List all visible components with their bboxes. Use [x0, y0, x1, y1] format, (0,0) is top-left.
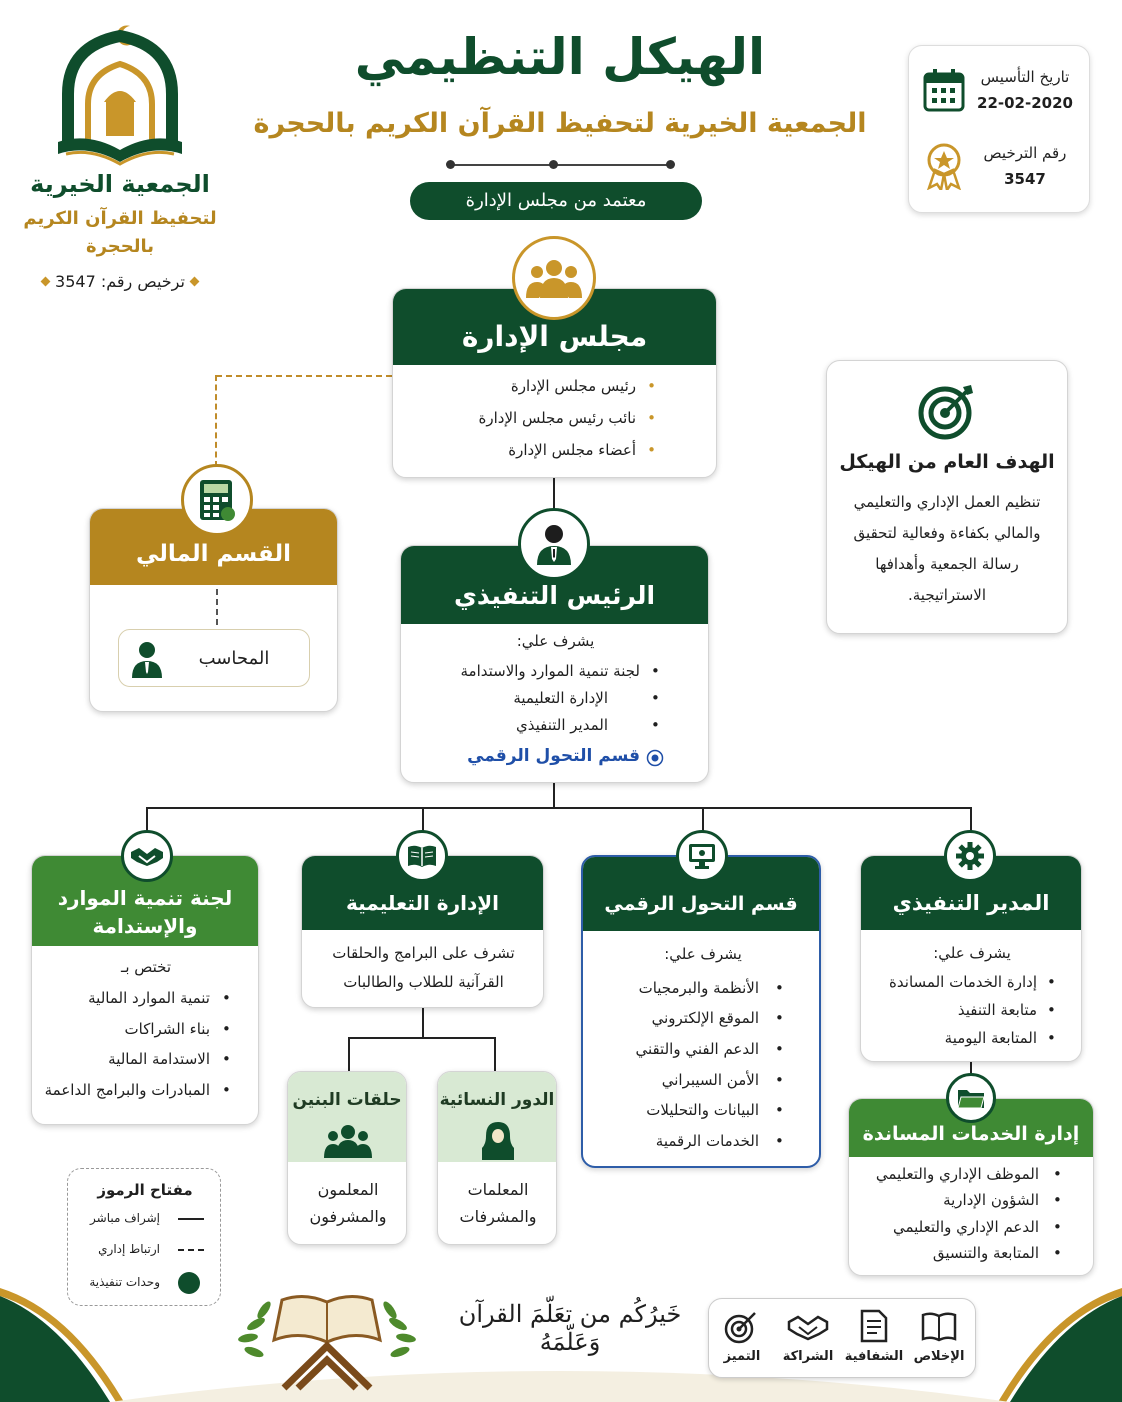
women-line: المعلمات	[467, 1180, 529, 1199]
digital-item: البيانات والتحليلات	[646, 1101, 759, 1119]
resources-item: تنمية الموارد المالية	[88, 989, 210, 1007]
value-label: الشراكة	[782, 1349, 834, 1364]
resources-item: المبادرات والبرامج الداعمة	[44, 1081, 210, 1099]
ceo-card	[400, 545, 709, 783]
exec-item: متابعة التنفيذ	[957, 1001, 1037, 1019]
boys-line: المعلمون	[317, 1180, 379, 1199]
board-group-icon	[512, 236, 596, 320]
dashed-link-board-finance	[215, 375, 217, 467]
logo-license	[30, 272, 210, 291]
boys-line: والمشرفون	[309, 1207, 387, 1226]
digital-item: الدعم الفني والتقني	[635, 1040, 759, 1058]
legend-admin-label: ارتباط إداري	[98, 1242, 160, 1256]
value-label: التميز	[723, 1349, 761, 1364]
target-icon	[917, 381, 977, 441]
license-label: رقم الترخيص	[983, 144, 1067, 162]
founded-label: تاريخ التأسيس	[980, 68, 1070, 86]
quran-stand-icon	[234, 1280, 420, 1392]
bullet-icon: •	[222, 1081, 231, 1099]
group-icon	[324, 1124, 372, 1158]
connector-education-split	[422, 1008, 424, 1038]
boys-circles-card	[287, 1071, 407, 1245]
logo-license-text: ترخيص رقم: 3547	[55, 272, 185, 291]
exec-director-card	[860, 855, 1082, 1062]
resources-card	[31, 855, 259, 1125]
bullet-icon: •	[651, 662, 660, 680]
dashed-link-board-finance	[216, 375, 392, 377]
list-item: • أعضاء مجلس الإدارة	[393, 443, 636, 475]
ceo-item: الإدارة التعليمية	[513, 689, 608, 707]
bullet-icon: •	[222, 989, 231, 1007]
exec-supervises-label: يشرف علي:	[933, 944, 1011, 962]
accountant-label: المحاسب	[198, 648, 270, 669]
resources-title-line: والإستدامة	[92, 914, 198, 938]
women-circles-card	[437, 1071, 557, 1245]
bullet-icon: •	[775, 1101, 784, 1119]
digital-title: قسم التحول الرقمي	[583, 857, 819, 931]
license-value: 3547	[1004, 170, 1046, 188]
exec-director-title: المدير التنفيذي	[861, 856, 1081, 930]
bullet-icon: •	[775, 1040, 784, 1058]
value-label: الشفافية	[844, 1349, 904, 1364]
finance-card	[89, 508, 338, 712]
women-title: الدور النسائية	[439, 1090, 555, 1110]
hadith-quote: خَيرُكُم من تعَلّمَ القرآن وَعَلّمَهُ	[458, 1300, 682, 1356]
gear-icon	[944, 830, 996, 882]
ceo-item: المدير التنفيذي	[515, 716, 608, 734]
support-title: إدارة الخدمات المساندة	[849, 1099, 1093, 1157]
women-line: والمشرفات	[459, 1207, 537, 1226]
goal-card	[826, 360, 1068, 634]
bullet-icon: •	[775, 979, 784, 997]
bullet-icon: •	[1047, 973, 1056, 991]
connector-ceo-bus	[553, 782, 555, 808]
goal-text-line: تنظيم العمل الإداري والتعليمي	[853, 493, 1041, 511]
support-item: الشؤون الإدارية	[943, 1191, 1039, 1209]
logo-name-line2: لتحفيظ القرآن الكريم	[23, 208, 217, 229]
exec-item: المتابعة اليومية	[944, 1029, 1037, 1047]
digital-item: الأنظمة والبرمجيات	[638, 979, 759, 997]
bullet-icon: •	[651, 716, 660, 734]
support-item: الموظف الإداري والتعليمي	[875, 1165, 1039, 1183]
connector-bus	[146, 807, 972, 809]
diamond-icon	[41, 277, 51, 287]
book-icon	[921, 1311, 957, 1343]
goal-title: الهدف العام من الهيكل	[839, 451, 1055, 473]
calculator-icon	[181, 464, 253, 536]
handshake-icon	[787, 1313, 829, 1341]
legend-units-label: وحدات تنفيذية	[89, 1275, 160, 1289]
exec-item: إدارة الخدمات المساندة	[889, 973, 1037, 991]
bullet-icon: •	[1047, 1029, 1056, 1047]
folder-icon	[946, 1073, 996, 1123]
digital-item: الأمن السيبراني	[661, 1071, 759, 1089]
connector-boys	[348, 1037, 350, 1073]
values-box	[708, 1298, 976, 1378]
logo-name-line1: الجمعية الخيرية	[30, 170, 210, 198]
list-item: • نائب رئيس مجلس الإدارة	[393, 411, 636, 443]
bullet-icon: •	[1053, 1244, 1062, 1262]
monitor-icon	[676, 830, 728, 882]
divider-dot	[666, 160, 675, 169]
executive-person-icon	[518, 508, 590, 580]
list-item: • رئيس مجلس الإدارة	[393, 379, 636, 411]
handshake-icon	[121, 830, 173, 882]
diamond-icon	[190, 277, 200, 287]
board-title: مجلس الإدارة	[393, 289, 716, 365]
bullet-icon: •	[1053, 1218, 1062, 1236]
document-icon	[859, 1309, 889, 1343]
legend-solid-line	[178, 1218, 204, 1220]
goal-text-line: والمالي بكفاءة وفعالية لتحقيق	[853, 524, 1041, 542]
open-book-icon	[396, 830, 448, 882]
calendar-icon	[923, 68, 965, 112]
support-services-card	[848, 1098, 1094, 1276]
goal-text-line: الاستراتيجية.	[908, 586, 986, 604]
award-ribbon-icon	[925, 142, 963, 190]
ceo-highlight-item: قسم التحول الرقمي	[467, 746, 640, 766]
goal-text-line: رسالة الجمعية وأهدافها	[875, 555, 1019, 573]
value-label: الإخلاص	[913, 1349, 965, 1364]
education-desc-line: تشرف على البرامج والحلقات	[332, 944, 515, 962]
info-card	[908, 45, 1090, 213]
mosque-book-logo-icon	[48, 14, 192, 172]
divider-dot	[549, 160, 558, 169]
legend-dashed-line	[178, 1249, 204, 1251]
ceo-item: لجنة تنمية الموارد والاستدامة	[460, 662, 640, 680]
ceo-supervises-label: يشرف علي:	[516, 632, 595, 650]
bullet-icon: •	[651, 689, 660, 707]
bullet-icon: •	[1053, 1165, 1062, 1183]
digital-supervises-label: يشرف علي:	[664, 945, 742, 963]
finance-title: القسم المالي	[90, 509, 337, 585]
logo-name-line3: بالحجرة	[85, 236, 155, 257]
target-icon	[723, 1309, 759, 1345]
digital-item: الخدمات الرقمية	[655, 1132, 759, 1150]
digital-card	[581, 855, 821, 1168]
digital-item: الموقع الإلكتروني	[651, 1009, 759, 1027]
boys-title: حلقات البنين	[292, 1090, 402, 1110]
dashed-link-accountant	[216, 589, 218, 625]
education-desc-line: القرآنية للطلاب والطالبات	[343, 973, 504, 991]
approved-badge: معتمد من مجلس الإدارة	[410, 182, 702, 220]
woman-icon	[480, 1120, 516, 1160]
connector-women	[494, 1037, 496, 1073]
bullet-icon: •	[775, 1132, 784, 1150]
bullet-icon: •	[222, 1020, 231, 1038]
resources-specializes-label: تختص بـ	[120, 958, 172, 976]
bullet-icon: •	[1053, 1191, 1062, 1209]
support-item: الدعم الإداري والتعليمي	[892, 1218, 1039, 1236]
bullet-icon: •	[775, 1071, 784, 1089]
board-members-list	[393, 379, 716, 475]
support-item: المتابعة والتنسيق	[932, 1244, 1039, 1262]
decorative-divider	[452, 164, 672, 166]
radio-target-icon	[646, 749, 664, 767]
bullet-icon: •	[1047, 1001, 1056, 1019]
bullet-icon: •	[775, 1009, 784, 1027]
accountant-box	[118, 629, 310, 687]
page-subtitle: الجمعية الخيرية لتحفيظ القرآن الكريم بالحجرة	[253, 108, 867, 139]
resources-title-line: لجنة تنمية الموارد	[57, 886, 233, 910]
founded-value: 22-02-2020	[977, 94, 1073, 112]
legend-title: مفتاح الرموز	[97, 1181, 193, 1199]
education-title: الإدارة التعليمية	[302, 856, 543, 930]
resources-item: الاستدامة المالية	[108, 1050, 210, 1068]
connector-education-bar	[348, 1037, 496, 1039]
ceo-title: الرئيس التنفيذي	[401, 546, 708, 624]
person-icon	[131, 640, 163, 678]
legend-direct-label: إشراف مباشر	[90, 1211, 160, 1225]
divider-dot	[446, 160, 455, 169]
page-title: الهيكل التنظيمي	[354, 28, 766, 86]
resources-item: بناء الشراكات	[124, 1020, 210, 1038]
bullet-icon: •	[222, 1050, 231, 1068]
